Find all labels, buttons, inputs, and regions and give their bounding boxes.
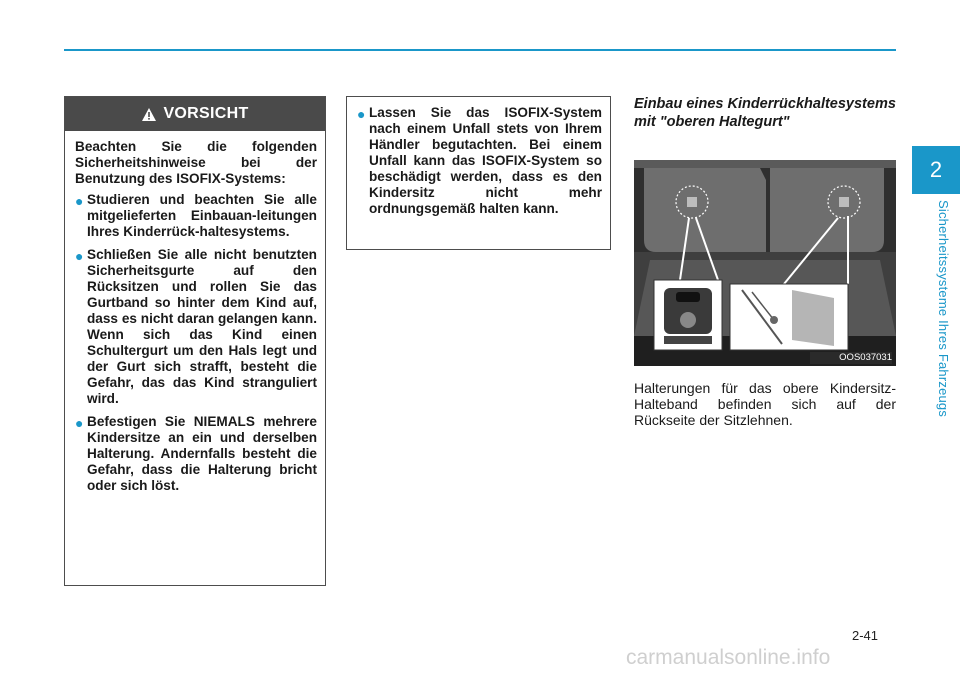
photo-caption: Halterungen für das obere Kindersitz-Halteband befinden sich auf der Rückseite der Sitzlehnen. (634, 380, 896, 428)
section-title: Einbau eines Kinderrückhaltesystems mit "oberen Haltegurt" (634, 96, 896, 130)
chapter-number: 2 (929, 157, 943, 182)
caution-header-label: VORSICHT (163, 105, 249, 122)
page-number: 2-41 (852, 628, 879, 643)
bullet-dot-icon: ● (75, 193, 84, 209)
bullet-dot-icon: ● (75, 248, 84, 264)
tether-anchor-photo (634, 160, 896, 366)
top-rule (64, 49, 896, 51)
caution-continued-box (346, 96, 611, 250)
caution-bullet-text: Lassen Sie das ISOFIX-System nach einem Unfall stets von Ihrem Händler begutachten. Bei einem Unfall kann das ISOFIX-System so beschädigt werden, dass es den Kindersitz nicht mehr ordnungsgemäß halten kann. (369, 105, 602, 216)
caution-bullet (75, 192, 317, 240)
caution-bullet (75, 247, 317, 407)
caution-bullet-text: Studieren und beachten Sie alle mitgelieferten Einbauan-leitungen Ihres Kinderrück-haltesystems. (87, 192, 317, 239)
bullet-dot-icon: ● (357, 106, 366, 122)
bullet-dot-icon: ● (75, 415, 84, 431)
caution-body (65, 131, 325, 494)
caution-bullet-text: Schließen Sie alle nicht benutzten Sicherheitsgurte auf den Rücksitzen und rollen Sie das Gurtband so hinter dem Kind auf, dass es nicht daran gelangen kann. Wenn sich das Kind einen Schultergurt um den Hals legt und der Gurt sich strafft, besteht die Gefahr, das das Kind stranguliert wird. (87, 247, 317, 406)
caution-header (65, 97, 325, 131)
cargo-area-illustration (634, 160, 896, 366)
caution-intro: Beachten Sie die folgenden Sicherheitshinweise bei der Benutzung des ISOFIX-Systems: (75, 139, 317, 186)
caution-bullet (75, 414, 317, 494)
caution-bullet (357, 105, 602, 217)
chapter-tab (912, 146, 960, 194)
watermark: carmanualsonline.info (626, 646, 831, 669)
caution-bullet-text: Befestigen Sie NIEMALS mehrere Kindersitze an ein und derselben Halterung. Andernfalls besteht die Gefahr, dass die Halterung bricht oder sich löst. (87, 414, 317, 493)
chapter-title: Sicherheitssysteme Ihres Fahrzeugs (936, 200, 951, 418)
warning-triangle-icon (141, 107, 157, 122)
caution-box (64, 96, 326, 586)
photo-code: OOS037031 (839, 352, 892, 363)
